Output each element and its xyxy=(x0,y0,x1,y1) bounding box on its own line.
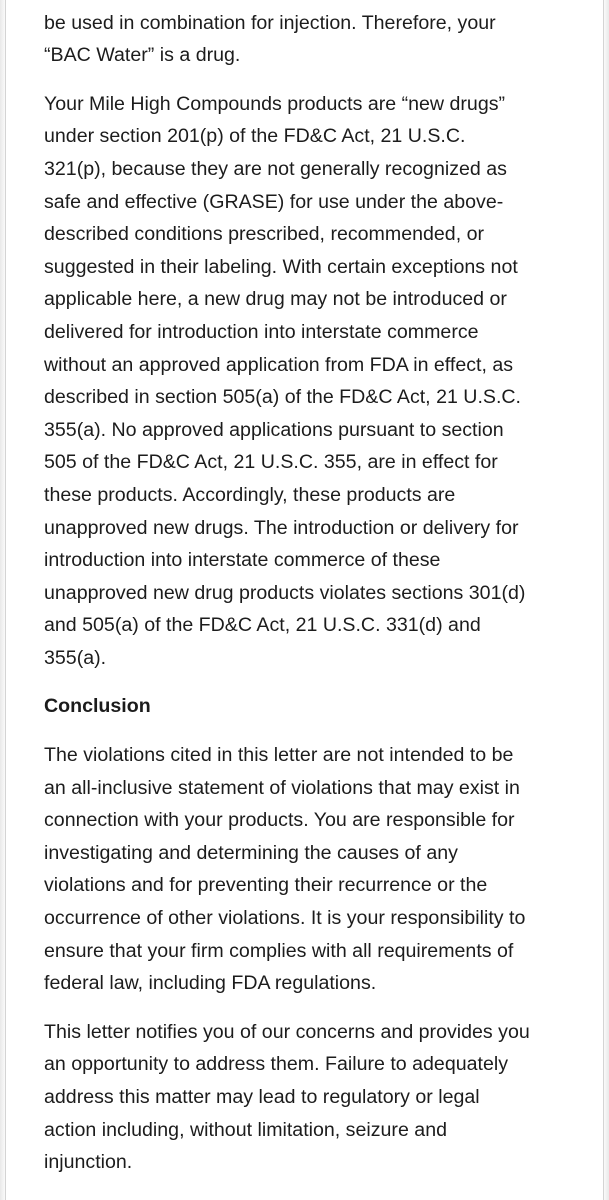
paragraph-line: investigating and determining the causes of any xyxy=(44,841,458,864)
paragraph-line: under section 201(p) of the FD&C Act, 21 U.S.C. xyxy=(44,125,466,148)
paragraph-line: The violations cited in this letter are not intended to be xyxy=(44,744,514,767)
partially-visible-line xyxy=(44,0,574,7)
conclusion-heading: Conclusion xyxy=(44,695,151,718)
left-page-border xyxy=(0,0,6,1200)
violations-paragraph xyxy=(44,739,574,1000)
paragraph-line: injunction. xyxy=(44,1151,133,1174)
paragraph-line: and 505(a) of the FD&C Act, 21 U.S.C. 331(d) and xyxy=(44,614,481,637)
paragraph-line: Your Mile High Compounds products are “new drugs” xyxy=(44,92,506,115)
paragraph-line: unapproved new drug products violates sections 301(d) xyxy=(44,581,526,604)
paragraph-line: described in section 505(a) of the FD&C Act, 21 U.S.C. xyxy=(44,386,522,409)
paragraph-line: unapproved new drugs. The introduction or delivery for xyxy=(44,516,519,539)
new-drugs-paragraph xyxy=(44,88,574,675)
paragraph-line: 355(a). No approved applications pursuant to section xyxy=(44,418,504,441)
paragraph-line: ensure that your firm complies with all requirements of xyxy=(44,939,514,962)
right-page-border xyxy=(603,0,609,1200)
paragraph-line: 505 of the FD&C Act, 21 U.S.C. 355, are in effect for xyxy=(44,451,498,474)
paragraph-line: address this matter may lead to regulatory or legal xyxy=(44,1086,480,1108)
paragraph-line: 355(a). xyxy=(44,646,107,669)
paragraph-line: violations and for preventing their recurrence or the xyxy=(44,874,488,897)
paragraph-line: introduction into interstate commerce of these xyxy=(44,549,441,572)
paragraph-line: without an approved application from FDA in effect, as xyxy=(44,353,514,376)
paragraph-line: suggested in their labeling. With certain exceptions not xyxy=(44,255,518,278)
letter-body xyxy=(44,0,574,1179)
paragraph-line: 321(p), because they are not generally recognized as xyxy=(44,157,507,180)
paragraph-line: action including, without limitation, seizure and xyxy=(44,1118,447,1141)
paragraph-line: described conditions prescribed, recommended, or xyxy=(44,223,484,246)
paragraph-line: occurrence of other violations. It is your responsibility to xyxy=(44,907,526,930)
paragraph-line: delivered for introduction into interstate commerce xyxy=(44,320,479,343)
paragraph-line: an opportunity to address them. Failure to adequately xyxy=(44,1053,509,1076)
intro-paragraph xyxy=(44,7,574,72)
paragraph-line: applicable here, a new drug may not be introduced or xyxy=(44,288,507,311)
paragraph-line: This letter notifies you of our concerns and provides you xyxy=(44,1020,530,1043)
notice-paragraph xyxy=(44,1016,574,1179)
paragraph-line: safe and effective (GRASE) for use under the above- xyxy=(44,190,504,213)
paragraph-line: “BAC Water” is a drug. xyxy=(44,44,241,67)
paragraph-line: be used in combination for injection. Therefore, your xyxy=(44,11,496,34)
paragraph-line: these products. Accordingly, these products are xyxy=(44,483,456,506)
paragraph-line: connection with your products. You are responsible for xyxy=(44,809,515,832)
paragraph-line: federal law, including FDA regulations. xyxy=(44,972,377,995)
paragraph-line: an all-inclusive statement of violations that may exist in xyxy=(44,776,520,799)
